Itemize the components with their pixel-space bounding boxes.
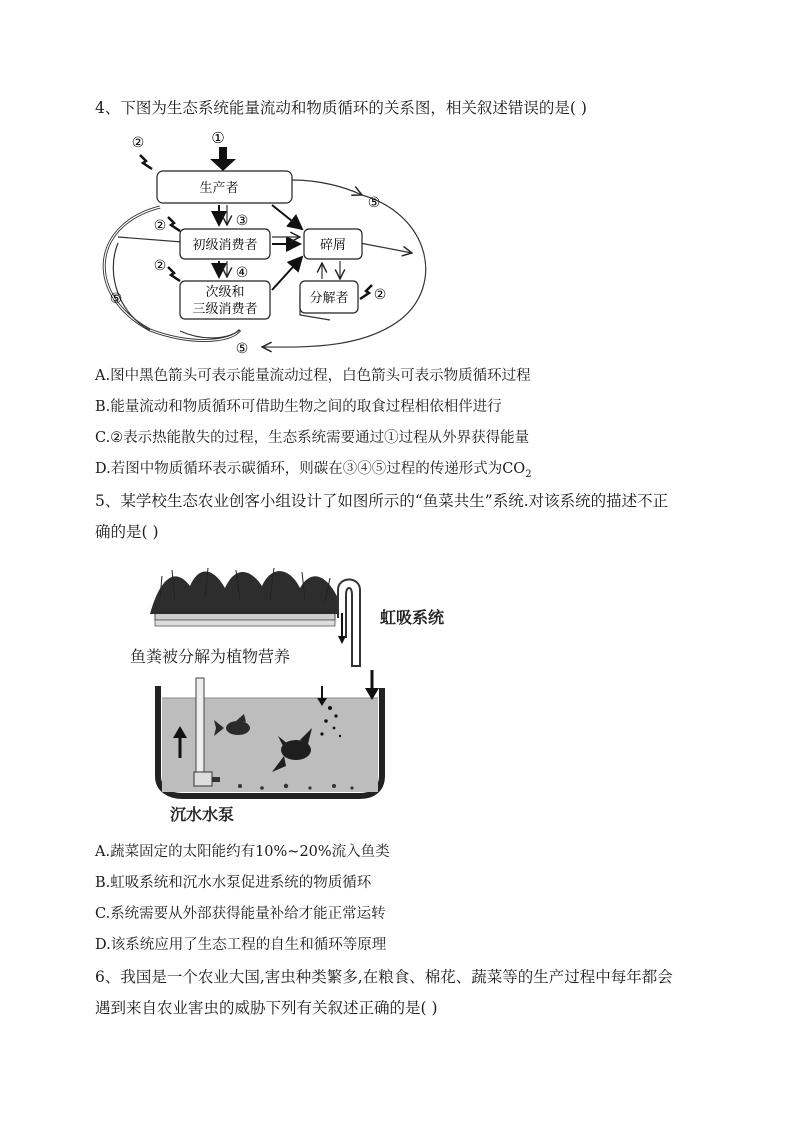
q4-stem: 4、下图为生态系统能量流动和物质循环的关系图，相关叙述错误的是( ) (95, 99, 587, 117)
svg-text:次级和: 次级和 (205, 285, 245, 300)
q5-stem-line1: 5、某学校生态农业创客小组设计了如图所示的“鱼菜共生”系统.对该系统的描述不正 (95, 492, 669, 510)
svg-text:②: ② (373, 287, 387, 303)
svg-text:分解者: 分解者 (309, 291, 349, 306)
svg-text:⑤: ⑤ (367, 195, 381, 211)
submersible-pump (194, 772, 212, 786)
q4-option-a: A.图中黑色箭头可表示能量流动过程，白色箭头可表示物质循环过程 (95, 368, 531, 384)
siphon-label: 虹吸系统 (380, 608, 445, 627)
q4-option-b: B.能量流动和物质循环可借助生物之间的取食过程相依相伴进行 (95, 399, 502, 415)
svg-text:三级消费者: 三级消费者 (192, 302, 258, 317)
svg-text:②: ② (131, 135, 145, 151)
svg-text:①: ① (211, 129, 225, 147)
heat-loss-zigzag (140, 155, 152, 169)
svg-text:初级消费者: 初级消费者 (192, 238, 258, 253)
svg-text:碎屑: 碎屑 (319, 238, 347, 253)
figure-caption: 鱼粪被分解为植物营养 (130, 647, 291, 666)
energy-input-arrow (210, 159, 236, 171)
q5-stem-line2: 确的是( ) (95, 523, 159, 541)
q5-figure (0, 558, 794, 828)
svg-text:②: ② (153, 218, 167, 234)
svg-text:④: ④ (235, 265, 249, 281)
q6-stem-line2: 遇到来自农业害虫的威胁下列有关叙述正确的是( ) (95, 999, 438, 1017)
q6-stem-line1: 6、我国是一个农业大国,害虫种类繁多,在粮食、棉花、蔬菜等的生产过程中每年都会 (95, 968, 673, 986)
svg-text:生产者: 生产者 (199, 181, 239, 196)
svg-text:⑤: ⑤ (109, 291, 123, 307)
pump-pipe (196, 678, 204, 774)
q5-option-c: C.系统需要从外部获得能量补给才能正常运转 (95, 906, 386, 922)
svg-text:⑤: ⑤ (235, 341, 249, 357)
q4-option-d: D.若图中物质循环表示碳循环，则碳在③④⑤过程的传递形式为$CO_2$ (95, 461, 532, 480)
q5-option-b: B.虹吸系统和沉水水泵促进系统的物质循环 (95, 875, 372, 891)
q4-option-c: C.②表示热能散失的过程，生态系统需要通过①过程从外界获得能量 (95, 430, 530, 446)
q4-diagram (0, 125, 794, 365)
svg-text:③: ③ (235, 213, 249, 229)
cycle-left-return (113, 243, 150, 330)
q5-option-d: D.该系统应用了生态工程的自生和循环等原理 (95, 937, 387, 953)
svg-text:②: ② (153, 258, 167, 274)
pump-label: 沉水水泵 (170, 805, 235, 824)
cycle-top-arc (292, 180, 362, 195)
q5-option-a: A.蔬菜固定的太阳能约有10%~20%流入鱼类 (95, 844, 390, 860)
